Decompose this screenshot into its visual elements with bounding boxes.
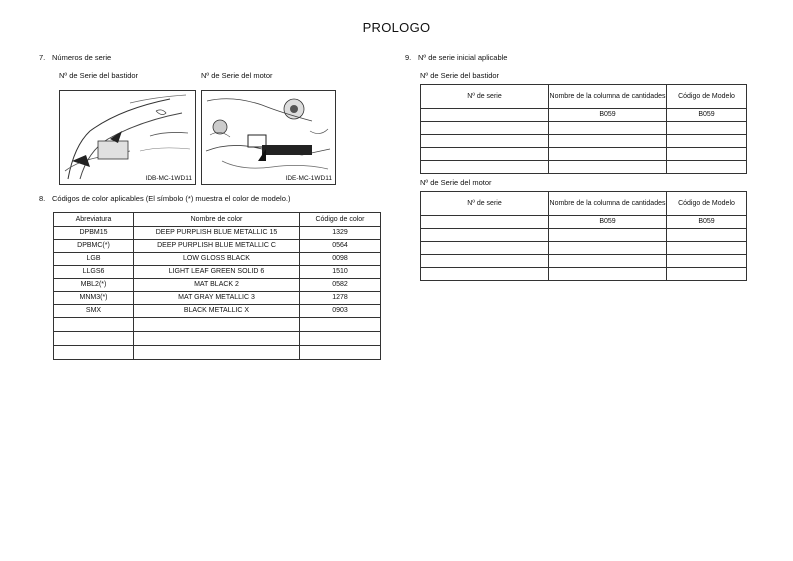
cell-abbreviation [54,318,134,332]
cell-quantity-column [549,255,667,268]
table-row [421,148,747,161]
cell-serial [421,161,549,174]
cell-color-name: LOW GLOSS BLACK [134,253,300,266]
cell-color-code: 0582 [300,279,381,292]
cell-abbreviation: MNM3(*) [54,292,134,305]
cell-color-code [300,332,381,346]
cell-serial [421,135,549,148]
cell-serial [421,229,549,242]
cell-model-code: B059 [667,109,747,122]
cell-quantity-column [549,268,667,281]
cell-model-code [667,122,747,135]
cell-color-code: 0903 [300,305,381,318]
cell-quantity-column [549,229,667,242]
cell-abbreviation: DPBM15 [54,227,134,240]
table-row [54,240,381,253]
table-row [54,253,381,266]
engine-image-caption: IDE-MC-1WD11 [285,175,332,182]
col-header-serial: Nº de serie [421,85,549,109]
engine-serial-start-label: Nº de Serie del motor [420,178,492,187]
cell-model-code [667,242,747,255]
table-row [421,268,747,281]
table-row [54,227,381,240]
cell-abbreviation: DPBMC(*) [54,240,134,253]
cell-model-code [667,161,747,174]
cell-color-name [134,346,300,360]
motorcycle-frame-drawing [60,91,195,184]
col-header-model-code: Código de Modelo [667,192,747,216]
cell-abbreviation: LLGS6 [54,266,134,279]
cell-serial [421,122,549,135]
col-header-model-code: Código de Modelo [667,85,747,109]
frame-serial-illustration [59,90,196,185]
engine-serial-illustration [201,90,336,185]
col-header-color-code: Código de color [300,213,381,227]
cell-quantity-column: B059 [549,109,667,122]
table-row [421,161,747,174]
engine-serial-table [420,191,747,281]
cell-color-code [300,318,381,332]
table-row [54,346,381,360]
cell-serial [421,268,549,281]
col-header-serial: Nº de serie [421,192,549,216]
table-row [421,109,747,122]
cell-abbreviation [54,346,134,360]
table-row [54,279,381,292]
cell-color-code [300,346,381,360]
cell-color-name [134,332,300,346]
table-row [421,242,747,255]
cell-color-name: BLACK METALLIC X [134,305,300,318]
table-row [54,292,381,305]
cell-model-code: B059 [667,216,747,229]
cell-quantity-column [549,135,667,148]
cell-color-name: DEEP PURPLISH BLUE METALLIC 15 [134,227,300,240]
cell-color-code: 1329 [300,227,381,240]
cell-abbreviation: SMX [54,305,134,318]
cell-color-name: DEEP PURPLISH BLUE METALLIC C [134,240,300,253]
engine-serial-label: Nº de Serie del motor [201,71,273,80]
section-8-heading: Códigos de color aplicables (El símbolo (*) muestra el color de modelo.) [52,194,291,203]
col-header-color-name: Nombre de color [134,213,300,227]
cell-color-code: 1278 [300,292,381,305]
cell-color-name [134,318,300,332]
col-header-abbreviation: Abreviatura [54,213,134,227]
table-row [421,135,747,148]
cell-quantity-column [549,148,667,161]
frame-image-caption: IDB-MC-1WD11 [145,175,192,182]
cell-quantity-column: B059 [549,216,667,229]
engine-drawing [202,91,335,184]
cell-abbreviation: MBL2(*) [54,279,134,292]
cell-quantity-column [549,242,667,255]
cell-model-code [667,255,747,268]
cell-color-name: LIGHT LEAF GREEN SOLID 6 [134,266,300,279]
cell-abbreviation [54,332,134,346]
frame-serial-start-label: Nº de Serie del bastidor [420,71,500,80]
cell-serial [421,255,549,268]
table-row [54,266,381,279]
table-row [54,318,381,332]
cell-abbreviation: LGB [54,253,134,266]
cell-model-code [667,268,747,281]
cell-serial [421,148,549,161]
col-header-quantity-column: Nombre de la columna de cantidades [549,192,667,216]
cell-color-name: MAT GRAY METALLIC 3 [134,292,300,305]
cell-quantity-column [549,122,667,135]
cell-model-code [667,148,747,161]
section-9-number: 9. [405,53,412,62]
table-row [421,255,747,268]
page-title: PROLOGO [362,20,431,35]
cell-model-code [667,135,747,148]
table-row [54,332,381,346]
cell-color-code: 0564 [300,240,381,253]
color-codes-table [53,212,381,360]
table-row [54,305,381,318]
cell-serial [421,216,549,229]
section-9-heading: Nº de serie inicial aplicable [418,53,508,62]
cell-color-name: MAT BLACK 2 [134,279,300,292]
cell-color-code: 0098 [300,253,381,266]
frame-serial-table [420,84,747,174]
cell-quantity-column [549,161,667,174]
col-header-quantity-column: Nombre de la columna de cantidades [549,85,667,109]
cell-serial [421,109,549,122]
frame-serial-label: Nº de Serie del bastidor [59,71,139,80]
section-8-number: 8. [39,194,46,203]
cell-model-code [667,229,747,242]
cell-serial [421,242,549,255]
section-7-number: 7. [39,53,46,62]
section-7-heading: Números de serie [52,53,112,62]
cell-color-code: 1510 [300,266,381,279]
table-row [421,122,747,135]
table-row [421,229,747,242]
table-row [421,216,747,229]
